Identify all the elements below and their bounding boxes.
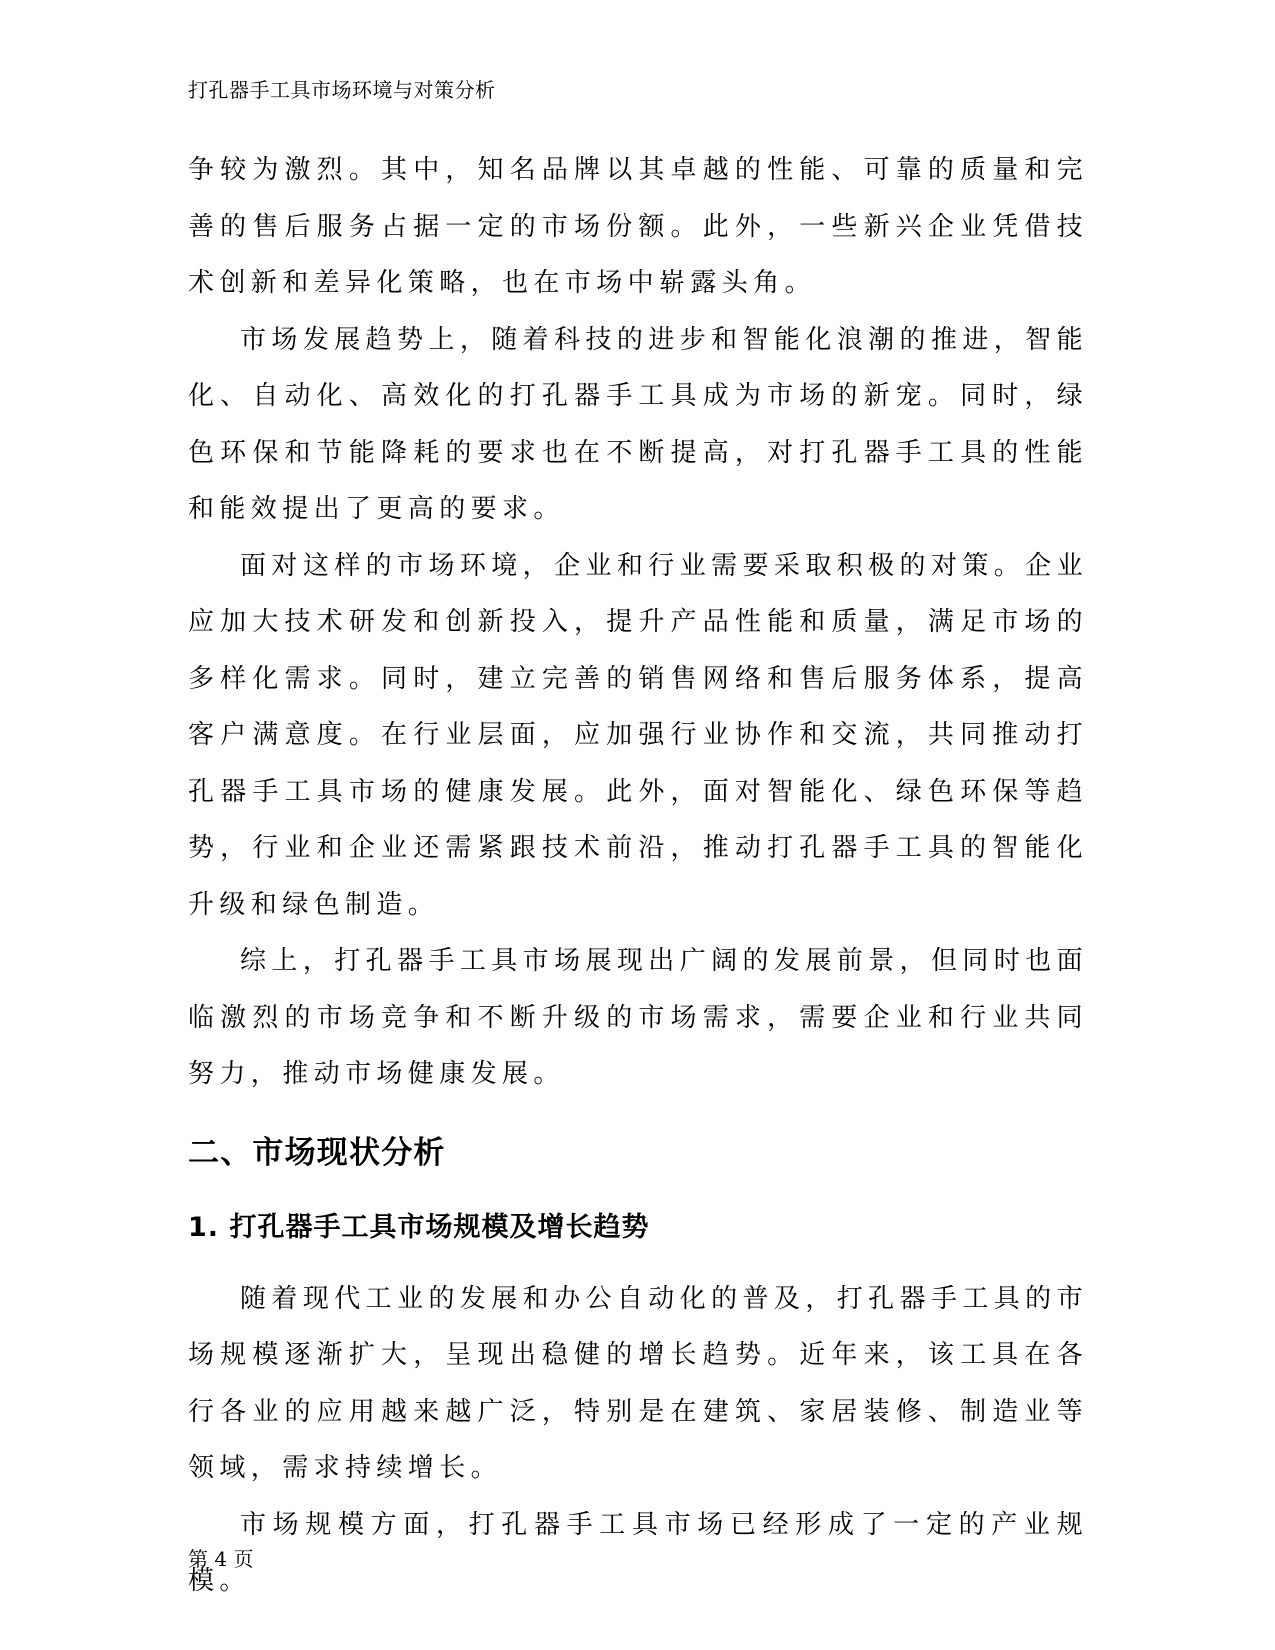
paragraph-summary: 综上，打孔器手工具市场展现出广阔的发展前景，但同时也面临激烈的市场竞争和不断升级的市场需求，需要企业和行业共同努力，推动市场健康发展。 xyxy=(188,946,1088,1089)
paragraph-continued: 争较为激烈。其中，知名品牌以其卓越的性能、可靠的质量和完善的售后服务占据一定的市场份额。此外，一些新兴企业凭借技术创新和差异化策略，也在市场中崭露头角。 xyxy=(188,155,1088,298)
paragraph-countermeasures: 面对这样的市场环境，企业和行业需要采取积极的对策。企业应加大技术研发和创新投入，提升产品性能和质量，满足市场的多样化需求。同时，建立完善的销售网络和售后服务体系，提高客户满意度。在行业层面，应加强行业协作和交流，共同推动打孔器手工具市场的健康发展。此外，面对智能化、绿色环保等趋势，行业和企业还需紧跟技术前沿，推动打孔器手工具的智能化升级和绿色制造。 xyxy=(188,550,1088,920)
section-heading: 二、市场现状分析 xyxy=(188,1134,446,1171)
paragraph-market-trend: 市场发展趋势上，随着科技的进步和智能化浪潮的推进，智能化、自动化、高效化的打孔器手工具成为市场的新宠。同时，绿色环保和节能降耗的要求也在不断提高，对打孔器手工具的性能和能效提出了更高的要求。 xyxy=(188,324,1088,524)
paragraph-scale-intro: 市场规模方面，打孔器手工具市场已经形成了一定的产业规模。 xyxy=(188,1509,1088,1596)
paragraph-market-scale: 随着现代工业的发展和办公自动化的普及，打孔器手工具的市场规模逐渐扩大，呈现出稳健的增长趋势。近年来，该工具在各行各业的应用越来越广泛，特别是在建筑、家居装修、制造业等领域，需求持续增长。 xyxy=(188,1283,1088,1483)
running-header: 打孔器手工具市场环境与对策分析 xyxy=(188,78,496,102)
subsection-heading: 1. 打孔器手工具市场规模及增长趋势 xyxy=(188,1211,650,1243)
page-body xyxy=(188,142,1088,1610)
page-number: 第 4 页 xyxy=(188,1547,254,1571)
